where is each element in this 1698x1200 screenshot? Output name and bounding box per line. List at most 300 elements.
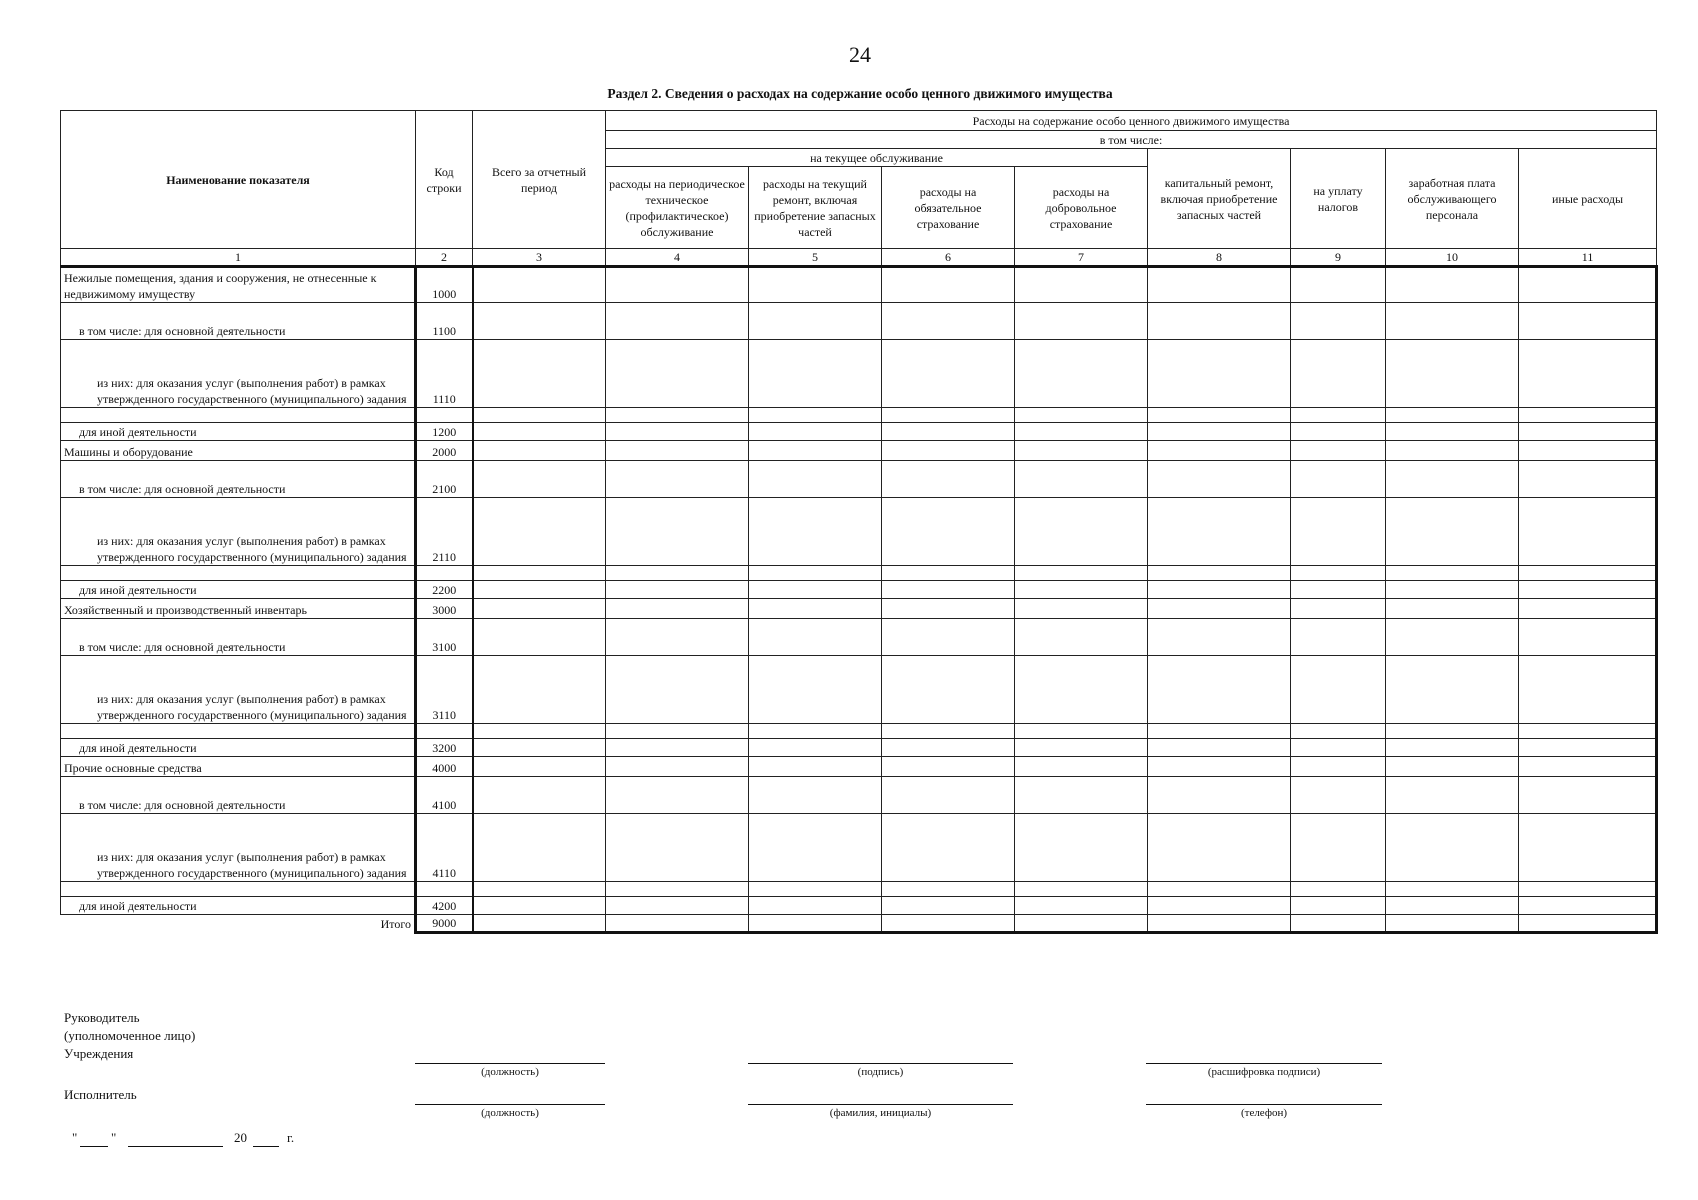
table-row xyxy=(61,423,1657,441)
value-cell-col-11[interactable] xyxy=(1519,340,1657,408)
spacer-cell xyxy=(1291,724,1386,739)
value-cell-col-6[interactable] xyxy=(882,619,1015,656)
date-quote-open: " xyxy=(72,1130,78,1145)
value-cell-col-9[interactable] xyxy=(1291,340,1386,408)
value-cell-col-6[interactable] xyxy=(882,461,1015,498)
value-cell-col-10[interactable] xyxy=(1386,498,1519,566)
value-cell-col-6[interactable] xyxy=(882,340,1015,408)
value-cell-col-11[interactable] xyxy=(1519,599,1657,619)
col-number-8: 8 xyxy=(1148,249,1291,267)
row-label: для иной деятельности xyxy=(61,423,416,441)
value-cell-col-7[interactable] xyxy=(1015,461,1148,498)
spacer-cell xyxy=(1519,408,1657,423)
value-cell-col-9[interactable] xyxy=(1291,267,1386,303)
spacer-cell xyxy=(606,724,749,739)
spacer-row xyxy=(61,724,1657,739)
row-label: Нежилые помещения, здания и сооружения, не отнесенные к недвижимому имуществу xyxy=(61,267,416,303)
value-cell-col-7[interactable] xyxy=(1015,757,1148,777)
value-cell-col-7[interactable] xyxy=(1015,441,1148,461)
position-caption: (должность) xyxy=(481,1066,539,1078)
value-cell-col-8[interactable] xyxy=(1148,441,1291,461)
head-label-3: Учреждения xyxy=(64,1046,134,1061)
value-cell-col-5[interactable] xyxy=(749,777,882,814)
spacer-cell xyxy=(1291,408,1386,423)
value-cell-col-3[interactable] xyxy=(473,814,606,882)
value-cell-col-5[interactable] xyxy=(749,267,882,303)
value-cell-col-6[interactable] xyxy=(882,897,1015,915)
row-code: 2100 xyxy=(416,461,473,498)
col-number-9: 9 xyxy=(1291,249,1386,267)
row-label: в том числе: для основной деятельности xyxy=(61,619,416,656)
row-label: в том числе: для основной деятельности xyxy=(61,303,416,340)
value-cell-col-9[interactable] xyxy=(1291,656,1386,724)
value-cell-col-5[interactable] xyxy=(749,599,882,619)
date-month-line[interactable] xyxy=(128,1146,223,1147)
table-row xyxy=(61,267,1657,303)
value-cell-col-6[interactable] xyxy=(882,581,1015,599)
value-cell-col-10[interactable] xyxy=(1386,340,1519,408)
executor-phone-line[interactable] xyxy=(1146,1104,1382,1105)
value-cell-col-11[interactable] xyxy=(1519,739,1657,757)
header-col-10: заработная плата обслуживающего персонала xyxy=(1386,149,1519,249)
spacer-cell xyxy=(416,566,473,581)
spacer-cell xyxy=(882,882,1015,897)
value-cell-col-5[interactable] xyxy=(749,897,882,915)
value-cell-col-9[interactable] xyxy=(1291,498,1386,566)
value-cell-col-9[interactable] xyxy=(1291,303,1386,340)
position-line[interactable] xyxy=(415,1063,605,1064)
value-cell-col-4[interactable] xyxy=(606,441,749,461)
value-cell-col-5[interactable] xyxy=(749,461,882,498)
row-label: из них: для оказания услуг (выполнения работ) в рамках утвержденного государственного (муниципального) задания xyxy=(61,340,416,408)
table-row xyxy=(61,739,1657,757)
spacer-cell xyxy=(749,408,882,423)
value-cell-col-11[interactable] xyxy=(1519,757,1657,777)
row-code: 2110 xyxy=(416,498,473,566)
value-cell-col-11[interactable] xyxy=(1519,656,1657,724)
table-row xyxy=(61,599,1657,619)
row-code: 4200 xyxy=(416,897,473,915)
value-cell-col-9[interactable] xyxy=(1291,897,1386,915)
spacer-cell xyxy=(1015,408,1148,423)
value-cell-col-8[interactable] xyxy=(1148,599,1291,619)
spacer-cell xyxy=(1148,408,1291,423)
row-label: из них: для оказания услуг (выполнения работ) в рамках утвержденного государственного (муниципального) задания xyxy=(61,814,416,882)
row-code: 4100 xyxy=(416,777,473,814)
value-cell-col-9[interactable] xyxy=(1291,619,1386,656)
col-number-7: 7 xyxy=(1015,249,1148,267)
spacer-cell xyxy=(882,566,1015,581)
value-cell-col-7[interactable] xyxy=(1015,814,1148,882)
value-cell-col-10[interactable] xyxy=(1386,739,1519,757)
value-cell-col-6[interactable] xyxy=(882,303,1015,340)
value-cell-col-5[interactable] xyxy=(749,581,882,599)
value-cell-col-10[interactable] xyxy=(1386,303,1519,340)
value-cell-col-8[interactable] xyxy=(1148,340,1291,408)
value-cell-col-5[interactable] xyxy=(749,757,882,777)
value-cell-col-11[interactable] xyxy=(1519,777,1657,814)
value-cell-col-10[interactable] xyxy=(1386,581,1519,599)
value-cell-col-11[interactable] xyxy=(1519,814,1657,882)
spacer-cell xyxy=(1015,882,1148,897)
value-cell-col-3[interactable] xyxy=(473,915,606,933)
value-cell-col-6[interactable] xyxy=(882,498,1015,566)
header-col-8: капитальный ремонт, включая приобретение запасных частей xyxy=(1148,149,1291,249)
spacer-cell xyxy=(606,408,749,423)
value-cell-col-4[interactable] xyxy=(606,423,749,441)
table-row xyxy=(61,303,1657,340)
spacer-cell xyxy=(61,882,416,897)
spacer-row xyxy=(61,882,1657,897)
header-col-4: расходы на периодическое техническое (профилактическое) обслуживание xyxy=(606,167,749,249)
value-cell-col-6[interactable] xyxy=(882,599,1015,619)
value-cell-col-9[interactable] xyxy=(1291,757,1386,777)
value-cell-col-8[interactable] xyxy=(1148,303,1291,340)
executor-position-caption: (должность) xyxy=(481,1107,539,1119)
value-cell-col-7[interactable] xyxy=(1015,581,1148,599)
value-cell-col-3[interactable] xyxy=(473,498,606,566)
value-cell-col-4[interactable] xyxy=(606,581,749,599)
executor-label: Исполнитель xyxy=(64,1087,137,1102)
table-row xyxy=(61,340,1657,408)
signature-decoding-caption: (расшифровка подписи) xyxy=(1207,1066,1321,1078)
value-cell-col-7[interactable] xyxy=(1015,303,1148,340)
col-number-6: 6 xyxy=(882,249,1015,267)
date-quote-close: " xyxy=(111,1130,117,1145)
row-label: Хозяйственный и производственный инвентарь xyxy=(61,599,416,619)
col-number-11: 11 xyxy=(1519,249,1657,267)
value-cell-col-6[interactable] xyxy=(882,777,1015,814)
signature-caption: (подпись) xyxy=(857,1066,904,1078)
value-cell-col-11[interactable] xyxy=(1519,303,1657,340)
value-cell-col-9[interactable] xyxy=(1291,814,1386,882)
value-cell-col-11[interactable] xyxy=(1519,461,1657,498)
value-cell-col-5[interactable] xyxy=(749,303,882,340)
row-code: 2200 xyxy=(416,581,473,599)
spacer-cell xyxy=(1291,882,1386,897)
spacer-cell xyxy=(61,566,416,581)
value-cell-col-11[interactable] xyxy=(1519,915,1657,933)
value-cell-col-10[interactable] xyxy=(1386,599,1519,619)
header-col-11: иные расходы xyxy=(1519,149,1657,249)
value-cell-col-11[interactable] xyxy=(1519,581,1657,599)
value-cell-col-3[interactable] xyxy=(473,757,606,777)
spacer-cell xyxy=(416,882,473,897)
col-number-3: 3 xyxy=(473,249,606,267)
spacer-cell xyxy=(473,882,606,897)
value-cell-col-6[interactable] xyxy=(882,814,1015,882)
row-label: в том числе: для основной деятельности xyxy=(61,461,416,498)
spacer-cell xyxy=(1386,724,1519,739)
value-cell-col-6[interactable] xyxy=(882,441,1015,461)
value-cell-col-11[interactable] xyxy=(1519,897,1657,915)
value-cell-col-3[interactable] xyxy=(473,461,606,498)
value-cell-col-8[interactable] xyxy=(1148,777,1291,814)
value-cell-col-8[interactable] xyxy=(1148,461,1291,498)
value-cell-col-10[interactable] xyxy=(1386,656,1519,724)
header-expenses-group: Расходы на содержание особо ценного движимого имущества xyxy=(606,111,1657,131)
header-total: Всего за отчетный период xyxy=(473,111,606,249)
row-code: 3100 xyxy=(416,619,473,656)
row-label: Итого xyxy=(380,916,411,931)
table-row xyxy=(61,915,1657,933)
value-cell-col-3[interactable] xyxy=(473,897,606,915)
value-cell-col-9[interactable] xyxy=(1291,441,1386,461)
row-label: в том числе: для основной деятельности xyxy=(61,777,416,814)
value-cell-col-9[interactable] xyxy=(1291,739,1386,757)
spacer-cell xyxy=(1015,724,1148,739)
spacer-cell xyxy=(749,724,882,739)
spacer-cell xyxy=(749,882,882,897)
spacer-cell xyxy=(61,724,416,739)
col-number-2: 2 xyxy=(416,249,473,267)
value-cell-col-8[interactable] xyxy=(1148,757,1291,777)
row-code: 3110 xyxy=(416,656,473,724)
header-code: Код строки xyxy=(416,111,473,249)
value-cell-col-7[interactable] xyxy=(1015,599,1148,619)
value-cell-col-11[interactable] xyxy=(1519,441,1657,461)
row-label: из них: для оказания услуг (выполнения работ) в рамках утвержденного государственного (муниципального) задания xyxy=(61,656,416,724)
value-cell-col-5[interactable] xyxy=(749,915,882,933)
value-cell-col-3[interactable] xyxy=(473,619,606,656)
value-cell-col-5[interactable] xyxy=(749,340,882,408)
row-code: 3000 xyxy=(416,599,473,619)
spacer-row xyxy=(61,408,1657,423)
section-title: Раздел 2. Сведения о расходах на содержание особо ценного движимого имущества xyxy=(607,86,1113,101)
spacer-cell xyxy=(1148,566,1291,581)
value-cell-col-7[interactable] xyxy=(1015,619,1148,656)
value-cell-col-7[interactable] xyxy=(1015,656,1148,724)
value-cell-col-4[interactable] xyxy=(606,739,749,757)
value-cell-col-4[interactable] xyxy=(606,814,749,882)
value-cell-col-7[interactable] xyxy=(1015,739,1148,757)
spacer-cell xyxy=(473,566,606,581)
table-row xyxy=(61,441,1657,461)
value-cell-col-4[interactable] xyxy=(606,777,749,814)
value-cell-col-8[interactable] xyxy=(1148,739,1291,757)
value-cell-col-7[interactable] xyxy=(1015,498,1148,566)
header-name: Наименование показателя xyxy=(61,111,416,249)
value-cell-col-4[interactable] xyxy=(606,757,749,777)
value-cell-col-5[interactable] xyxy=(749,814,882,882)
header-current-service: на текущее обслуживание xyxy=(606,149,1148,167)
spacer-cell xyxy=(606,882,749,897)
value-cell-col-4[interactable] xyxy=(606,340,749,408)
value-cell-col-3[interactable] xyxy=(473,599,606,619)
row-label: для иной деятельности xyxy=(61,897,416,915)
value-cell-col-7[interactable] xyxy=(1015,267,1148,303)
header-including: в том числе: xyxy=(606,131,1657,149)
spacer-row xyxy=(61,566,1657,581)
value-cell-col-11[interactable] xyxy=(1519,267,1657,303)
value-cell-col-11[interactable] xyxy=(1519,423,1657,441)
table-row xyxy=(61,581,1657,599)
spacer-cell xyxy=(1148,724,1291,739)
row-code: 2000 xyxy=(416,441,473,461)
value-cell-col-11[interactable] xyxy=(1519,619,1657,656)
value-cell-col-9[interactable] xyxy=(1291,599,1386,619)
value-cell-col-7[interactable] xyxy=(1015,423,1148,441)
table-row xyxy=(61,461,1657,498)
value-cell-col-3[interactable] xyxy=(473,656,606,724)
value-cell-col-5[interactable] xyxy=(749,423,882,441)
row-label: из них: для оказания услуг (выполнения работ) в рамках утвержденного государственного (муниципального) задания xyxy=(61,498,416,566)
col-number-1: 1 xyxy=(61,249,416,267)
value-cell-col-10[interactable] xyxy=(1386,423,1519,441)
value-cell-col-8[interactable] xyxy=(1148,267,1291,303)
row-code: 1110 xyxy=(416,340,473,408)
spacer-cell xyxy=(416,724,473,739)
value-cell-col-6[interactable] xyxy=(882,267,1015,303)
value-cell-col-6[interactable] xyxy=(882,739,1015,757)
header-col-9: на уплату налогов xyxy=(1291,149,1386,249)
value-cell-col-3[interactable] xyxy=(473,441,606,461)
date-year-line[interactable] xyxy=(253,1146,279,1147)
row-code: 9000 xyxy=(416,915,473,933)
value-cell-col-5[interactable] xyxy=(749,441,882,461)
value-cell-col-5[interactable] xyxy=(749,619,882,656)
spacer-cell xyxy=(1386,882,1519,897)
value-cell-col-10[interactable] xyxy=(1386,897,1519,915)
value-cell-col-10[interactable] xyxy=(1386,915,1519,933)
value-cell-col-8[interactable] xyxy=(1148,619,1291,656)
executor-name-caption: (фамилия, инициалы) xyxy=(829,1107,932,1119)
table-row xyxy=(61,619,1657,656)
table-row xyxy=(61,777,1657,814)
spacer-cell xyxy=(882,408,1015,423)
row-label: для иной деятельности xyxy=(61,581,416,599)
spacer-cell xyxy=(1519,882,1657,897)
row-code: 4000 xyxy=(416,757,473,777)
value-cell-col-9[interactable] xyxy=(1291,915,1386,933)
value-cell-col-8[interactable] xyxy=(1148,915,1291,933)
table-row xyxy=(61,498,1657,566)
value-cell-col-6[interactable] xyxy=(882,757,1015,777)
spacer-cell xyxy=(749,566,882,581)
value-cell-col-7[interactable] xyxy=(1015,897,1148,915)
value-cell-col-4[interactable] xyxy=(606,656,749,724)
value-cell-col-8[interactable] xyxy=(1148,814,1291,882)
value-cell-col-4[interactable] xyxy=(606,267,749,303)
value-cell-col-9[interactable] xyxy=(1291,461,1386,498)
value-cell-col-10[interactable] xyxy=(1386,777,1519,814)
value-cell-col-4[interactable] xyxy=(606,461,749,498)
value-cell-col-4[interactable] xyxy=(606,303,749,340)
row-code: 4110 xyxy=(416,814,473,882)
spacer-cell xyxy=(473,408,606,423)
spacer-cell xyxy=(61,408,416,423)
value-cell-col-9[interactable] xyxy=(1291,581,1386,599)
value-cell-col-3[interactable] xyxy=(473,581,606,599)
row-label: Прочие основные средства xyxy=(61,757,416,777)
executor-name-line[interactable] xyxy=(748,1104,1013,1105)
spacer-cell xyxy=(882,724,1015,739)
expenses-table xyxy=(60,110,1658,934)
value-cell-col-4[interactable] xyxy=(606,498,749,566)
value-cell-col-5[interactable] xyxy=(749,498,882,566)
value-cell-col-7[interactable] xyxy=(1015,777,1148,814)
spacer-cell xyxy=(416,408,473,423)
table-row xyxy=(61,656,1657,724)
value-cell-col-6[interactable] xyxy=(882,915,1015,933)
row-code: 3200 xyxy=(416,739,473,757)
spacer-cell xyxy=(1291,566,1386,581)
row-code: 1000 xyxy=(416,267,473,303)
head-label-2: (уполномоченное лицо) xyxy=(64,1028,196,1043)
date-year-suffix: г. xyxy=(287,1130,295,1145)
date-day-line[interactable] xyxy=(80,1146,108,1147)
spacer-cell xyxy=(1015,566,1148,581)
value-cell-col-10[interactable] xyxy=(1386,757,1519,777)
value-cell-col-11[interactable] xyxy=(1519,498,1657,566)
col-number-4: 4 xyxy=(606,249,749,267)
value-cell-col-5[interactable] xyxy=(749,656,882,724)
table-row xyxy=(61,814,1657,882)
page-number: 24 xyxy=(849,42,871,67)
value-cell-col-9[interactable] xyxy=(1291,423,1386,441)
value-cell-col-3[interactable] xyxy=(473,423,606,441)
value-cell-col-3[interactable] xyxy=(473,777,606,814)
signature-line[interactable] xyxy=(748,1063,1013,1064)
value-cell-col-10[interactable] xyxy=(1386,814,1519,882)
header-col-7: расходы на добровольное страхование xyxy=(1015,167,1148,249)
executor-position-line[interactable] xyxy=(415,1104,605,1105)
value-cell-col-8[interactable] xyxy=(1148,423,1291,441)
spacer-cell xyxy=(1519,566,1657,581)
spacer-cell xyxy=(1519,724,1657,739)
value-cell-col-4[interactable] xyxy=(606,915,749,933)
value-cell-col-9[interactable] xyxy=(1291,777,1386,814)
col-number-5: 5 xyxy=(749,249,882,267)
spacer-cell xyxy=(1386,566,1519,581)
table-row xyxy=(61,757,1657,777)
value-cell-col-5[interactable] xyxy=(749,739,882,757)
value-cell-col-3[interactable] xyxy=(473,267,606,303)
value-cell-col-8[interactable] xyxy=(1148,897,1291,915)
spacer-cell xyxy=(473,724,606,739)
value-cell-col-7[interactable] xyxy=(1015,915,1148,933)
spacer-cell xyxy=(606,566,749,581)
value-cell-col-6[interactable] xyxy=(882,656,1015,724)
spacer-cell xyxy=(1148,882,1291,897)
value-cell-col-4[interactable] xyxy=(606,619,749,656)
value-cell-col-10[interactable] xyxy=(1386,619,1519,656)
value-cell-col-8[interactable] xyxy=(1148,656,1291,724)
row-label: для иной деятельности xyxy=(61,739,416,757)
spacer-cell xyxy=(1386,408,1519,423)
value-cell-col-10[interactable] xyxy=(1386,441,1519,461)
value-cell-col-8[interactable] xyxy=(1148,581,1291,599)
row-label: Машины и оборудование xyxy=(61,441,416,461)
value-cell-col-3[interactable] xyxy=(473,739,606,757)
value-cell-col-4[interactable] xyxy=(606,599,749,619)
value-cell-col-10[interactable] xyxy=(1386,461,1519,498)
signature-decoding-line[interactable] xyxy=(1146,1063,1382,1064)
value-cell-col-3[interactable] xyxy=(473,303,606,340)
table-row xyxy=(61,897,1657,915)
executor-phone-caption: (телефон) xyxy=(1240,1107,1288,1119)
value-cell-col-4[interactable] xyxy=(606,897,749,915)
value-cell-col-7[interactable] xyxy=(1015,340,1148,408)
date-year-prefix: 20 xyxy=(234,1130,247,1145)
header-col-6: расходы на обязательное страхование xyxy=(882,167,1015,249)
row-code: 1200 xyxy=(416,423,473,441)
value-cell-col-8[interactable] xyxy=(1148,498,1291,566)
value-cell-col-3[interactable] xyxy=(473,340,606,408)
col-number-10: 10 xyxy=(1386,249,1519,267)
value-cell-col-10[interactable] xyxy=(1386,267,1519,303)
value-cell-col-6[interactable] xyxy=(882,423,1015,441)
